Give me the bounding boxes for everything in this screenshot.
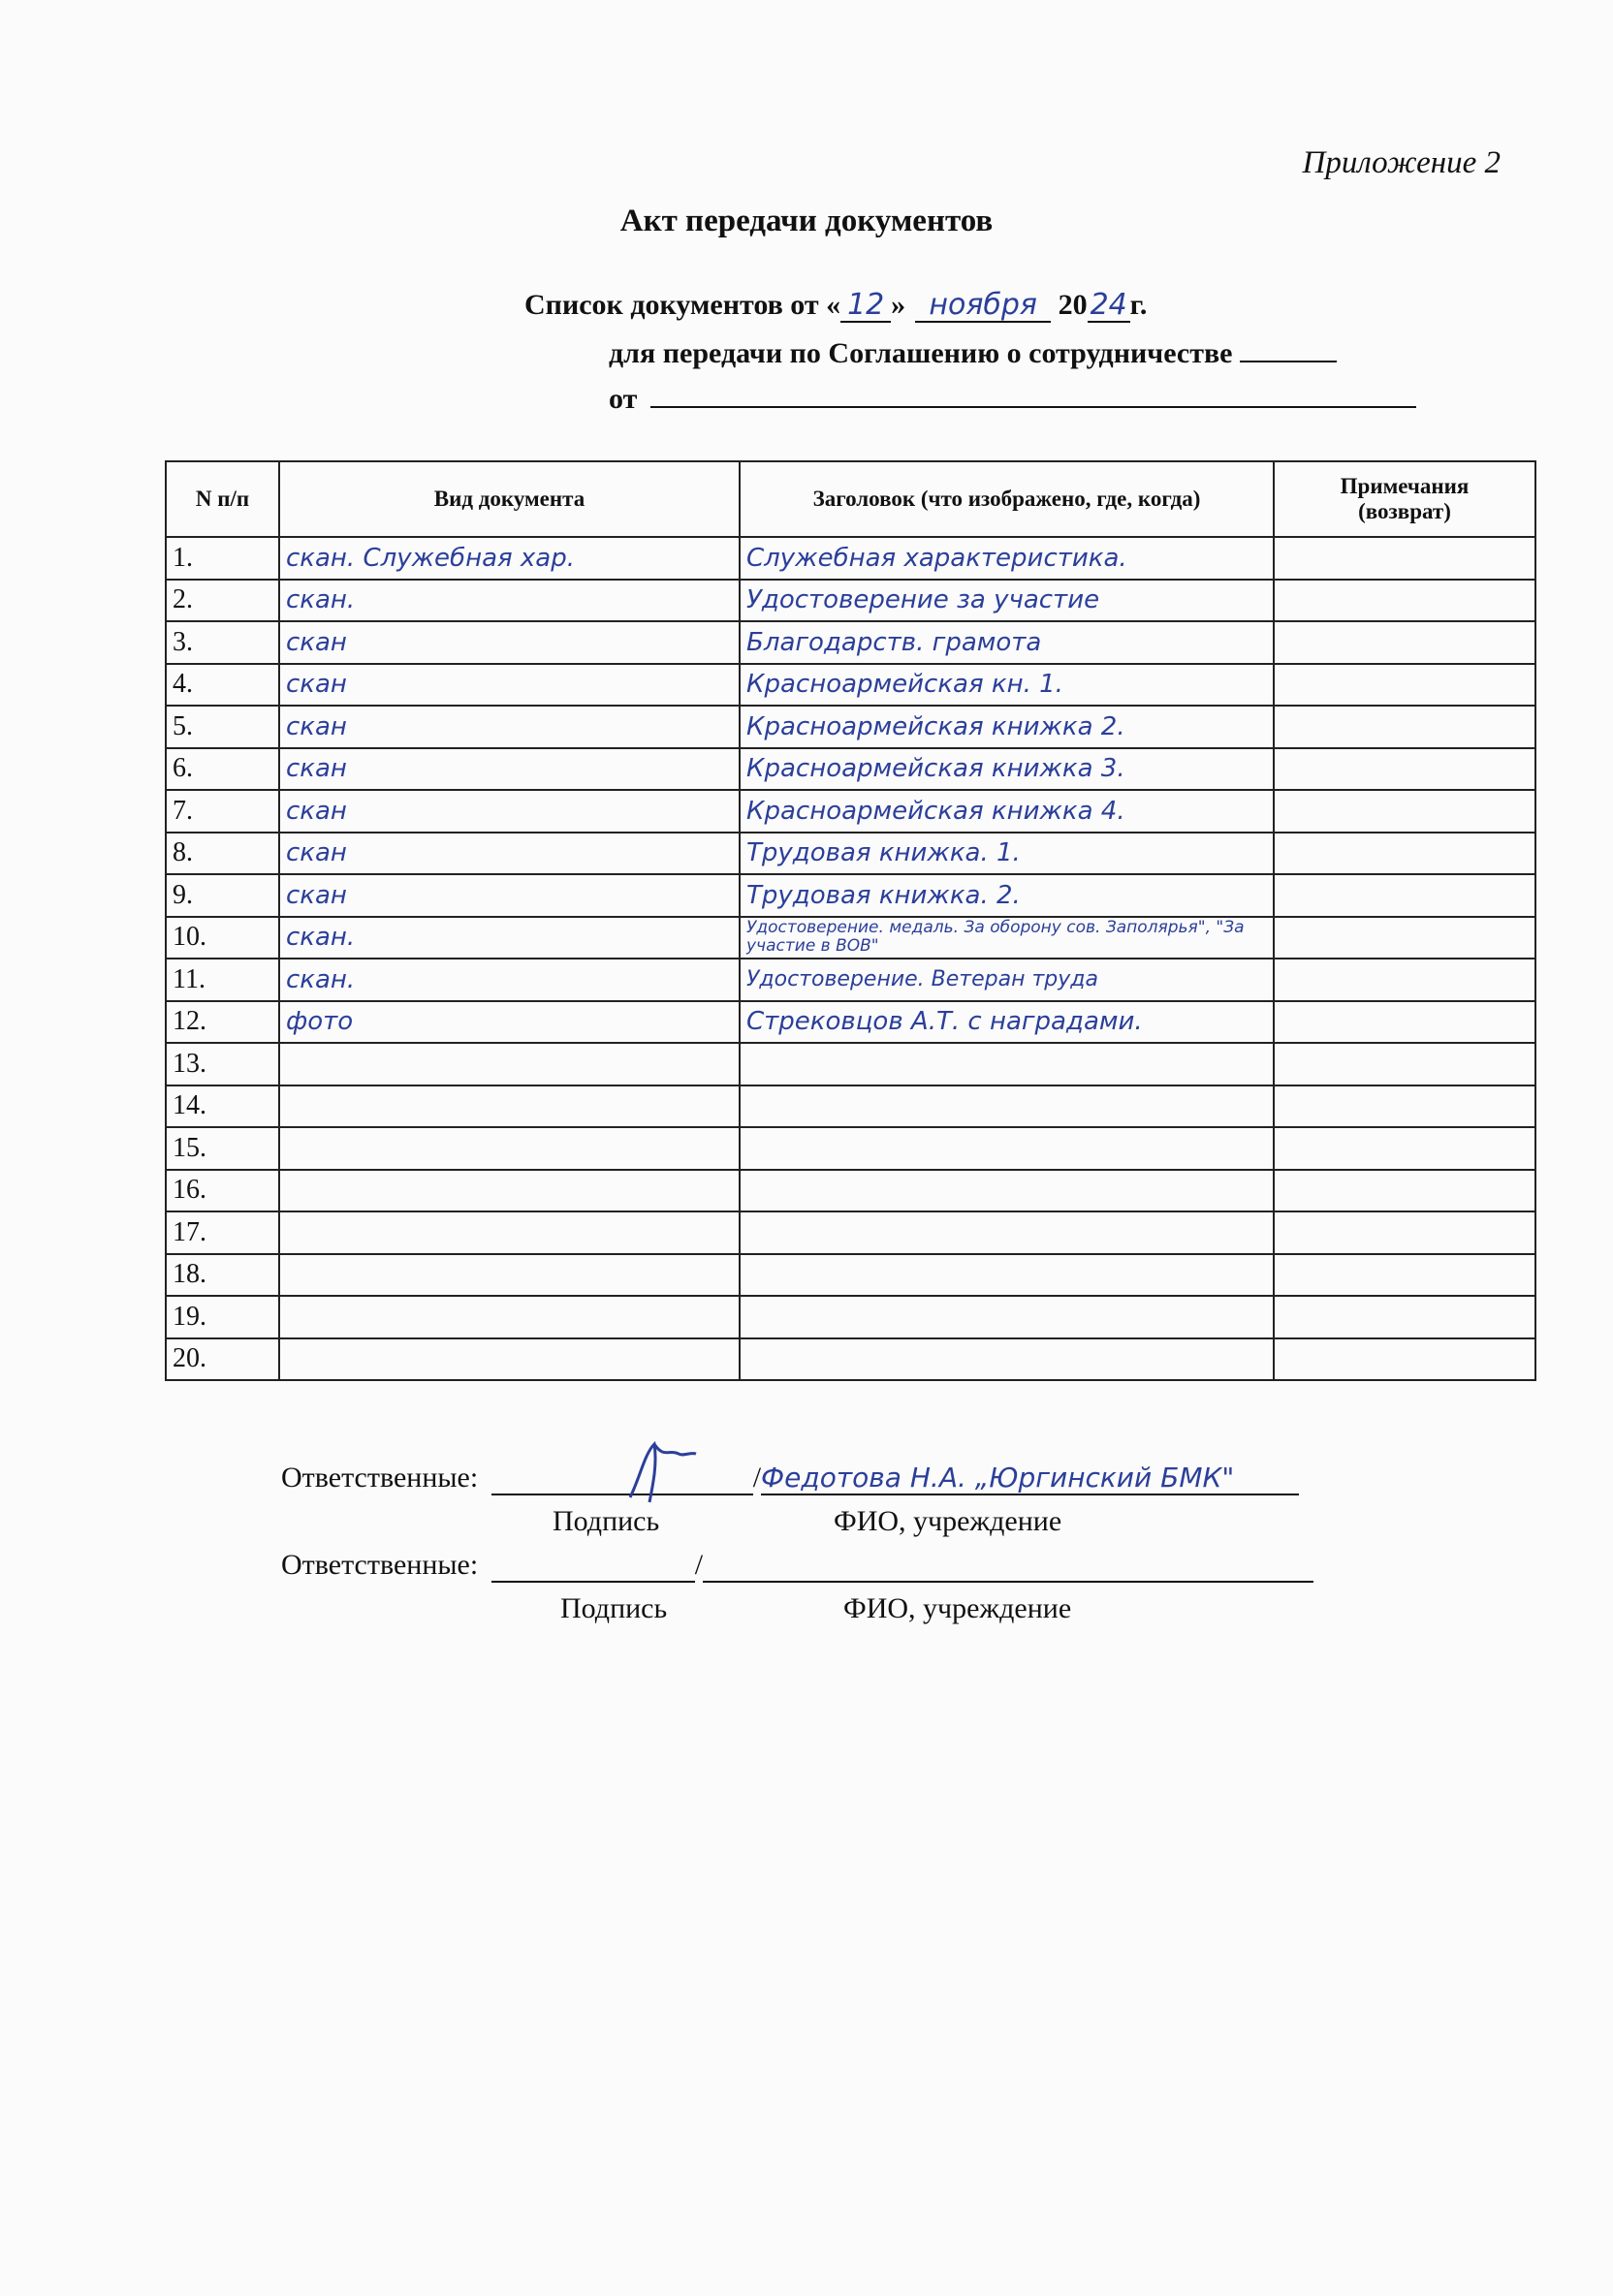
row-number-cell: 19. [166,1296,279,1338]
row-number-cell: 11. [166,959,279,1001]
responsible-row-1 [281,1462,1299,1495]
notes-cell [1274,621,1535,664]
notes-cell [1274,1127,1535,1170]
notes-cell [1274,748,1535,791]
from-field [650,406,1416,408]
document-kind-cell: скан [279,790,740,833]
table-row [166,537,1535,580]
notes-cell [1274,1338,1535,1381]
sign-caption-1: Подпись [553,1505,660,1537]
signature-icon [611,1425,717,1512]
row-number-cell: 7. [166,790,279,833]
notes-cell [1274,959,1535,1001]
document-kind-cell [279,1170,740,1212]
notes-cell [1274,833,1535,875]
day-field: 12 [840,289,891,323]
header-num: N п/п [166,461,279,537]
document-caption-cell: Красноармейская книжка 4. [740,790,1274,833]
document-caption-cell [740,1127,1274,1170]
notes-cell [1274,580,1535,622]
document-kind-cell: скан [279,874,740,917]
document-caption-cell [740,1338,1274,1381]
notes-cell [1274,1254,1535,1297]
row-number-cell: 4. [166,664,279,707]
appendix-label: Приложение 2 [1302,145,1501,180]
table-header-row [166,461,1535,537]
separator-2: / [694,1549,704,1581]
notes-cell [1274,790,1535,833]
row-number-cell: 18. [166,1254,279,1297]
name-org-field-1: Федотова Н.А. „Юргинский БМК" [761,1463,1299,1495]
table-row [166,748,1535,791]
row-number-cell: 17. [166,1211,279,1254]
notes-cell [1274,917,1535,959]
document-caption-cell: Трудовая книжка. 2. [740,874,1274,917]
header-kind: Вид документа [279,461,740,537]
table-row [166,874,1535,917]
notes-cell [1274,537,1535,580]
document-kind-cell: скан. [279,959,740,1001]
document-caption-cell [740,1085,1274,1128]
table-row [166,580,1535,622]
notes-cell [1274,874,1535,917]
document-kind-cell [279,1085,740,1128]
table-row [166,706,1535,748]
table-row [166,1127,1535,1170]
document-caption-cell [740,1211,1274,1254]
document-kind-cell [279,1043,740,1085]
notes-cell [1274,1085,1535,1128]
list-prefix: Список документов от « [524,289,841,321]
document-caption-cell: Трудовая книжка. 1. [740,833,1274,875]
notes-cell [1274,664,1535,707]
year-end: г. [1129,289,1148,321]
table-row [166,664,1535,707]
document-caption-cell: Удостоверение. Ветеран труда [740,959,1274,1001]
document-caption-cell: Красноармейская книжка 3. [740,748,1274,791]
separator-1: / [752,1462,762,1494]
notes-cell [1274,1043,1535,1085]
table-row [166,790,1535,833]
document-caption-cell: Благодарств. грамота [740,621,1274,664]
year-prefix: 20 [1058,289,1088,321]
header-notes-line2: (возврат) [1358,499,1451,523]
document-caption-cell [740,1043,1274,1085]
signature-field-2 [491,1549,695,1583]
header-caption: Заголовок (что изображено, где, когда) [740,461,1274,537]
row-number-cell: 20. [166,1338,279,1381]
list-date-line [524,289,1147,323]
document-kind-cell: скан [279,621,740,664]
row-number-cell: 6. [166,748,279,791]
table-row [166,959,1535,1001]
document-kind-cell [279,1296,740,1338]
agreement-number-field [1240,361,1337,362]
year-field: 24 [1088,289,1130,323]
document-caption-cell: Стрековцов А.Т. с наградами. [740,1001,1274,1044]
document-caption-cell: Удостоверение за участие [740,580,1274,622]
table-row [166,1043,1535,1085]
row-number-cell: 12. [166,1001,279,1044]
row-number-cell: 8. [166,833,279,875]
document-kind-cell [279,1254,740,1297]
responsible-label-1: Ответственные: [281,1462,479,1494]
document-kind-cell: скан. [279,917,740,959]
document-caption-cell [740,1296,1274,1338]
documents-table [165,460,1536,1381]
table-row [166,1296,1535,1338]
table-row [166,1001,1535,1044]
table-row [166,1170,1535,1212]
table-row [166,917,1535,959]
header-notes [1274,461,1535,537]
from-line [609,383,1416,416]
from-label: от [609,383,638,415]
quote-close: » [891,289,906,321]
row-number-cell: 10. [166,917,279,959]
agreement-text: для передачи по Соглашению о сотрудничестве [609,337,1233,369]
document-kind-cell: скан. [279,580,740,622]
table-row [166,1254,1535,1297]
notes-cell [1274,1211,1535,1254]
row-number-cell: 1. [166,537,279,580]
table-row [166,1085,1535,1128]
responsible-row-2 [281,1549,1313,1583]
row-number-cell: 5. [166,706,279,748]
document-title: Акт передачи документов [619,204,994,238]
notes-cell [1274,1170,1535,1212]
document-caption-cell: Красноармейская книжка 2. [740,706,1274,748]
month-field: ноября [915,289,1051,323]
row-number-cell: 9. [166,874,279,917]
row-number-cell: 3. [166,621,279,664]
document-kind-cell [279,1338,740,1381]
table-row [166,1211,1535,1254]
notes-cell [1274,706,1535,748]
row-number-cell: 2. [166,580,279,622]
table-row [166,833,1535,875]
document-kind-cell: скан [279,833,740,875]
document-caption-cell [740,1170,1274,1212]
document-caption-cell [740,1254,1274,1297]
document-caption-cell: Удостоверение. медаль. За оборону сов. Заполярья", "За участие в ВОВ" [740,917,1274,959]
responsible-label-2: Ответственные: [281,1549,479,1581]
row-number-cell: 15. [166,1127,279,1170]
document-kind-cell: скан [279,748,740,791]
row-number-cell: 16. [166,1170,279,1212]
name-caption-2: ФИО, учреждение [843,1592,1072,1624]
document-kind-cell: скан [279,664,740,707]
document-caption-cell: Красноармейская кн. 1. [740,664,1274,707]
document-caption-cell: Служебная характеристика. [740,537,1274,580]
document-kind-cell: скан [279,706,740,748]
sign-caption-2: Подпись [560,1592,668,1624]
row-number-cell: 13. [166,1043,279,1085]
notes-cell [1274,1001,1535,1044]
header-notes-line1: Примечания [1340,474,1470,498]
notes-cell [1274,1296,1535,1338]
name-org-field-2 [703,1549,1313,1583]
name-caption-1: ФИО, учреждение [834,1505,1062,1537]
table-row [166,1338,1535,1381]
document-kind-cell [279,1127,740,1170]
table-row [166,621,1535,664]
agreement-line [609,337,1337,370]
row-number-cell: 14. [166,1085,279,1128]
document-kind-cell: фото [279,1001,740,1044]
document-kind-cell: скан. Служебная хар. [279,537,740,580]
document-kind-cell [279,1211,740,1254]
